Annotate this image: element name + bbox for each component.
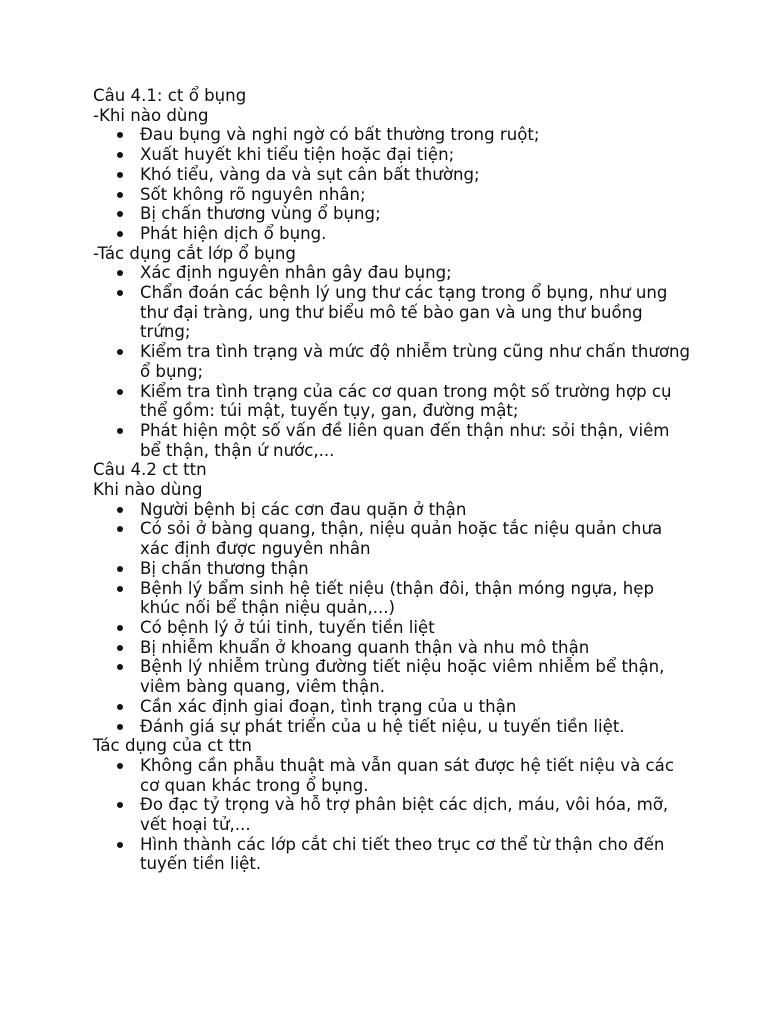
bullet-icon	[117, 507, 123, 513]
bullet-icon	[117, 645, 123, 651]
bullet-icon	[117, 389, 123, 395]
list-item: Hình thành các lớp cắt chi tiết theo trục cơ thể từ thận cho đến tuyến tiền liệt.	[140, 835, 693, 874]
bullet-icon	[117, 231, 123, 237]
bullet-icon	[117, 349, 123, 355]
list-item: Xuất huyết khi tiểu tiện hoặc đại tiện;	[140, 145, 693, 165]
list-item: Xác định nguyên nhân gây đau bụng;	[140, 263, 693, 283]
bullet-icon	[117, 270, 123, 276]
bullet-icon	[117, 132, 123, 138]
list-item: Đau bụng và nghi ngờ có bất thường trong ruột;	[140, 125, 693, 145]
bullet-icon	[117, 704, 123, 710]
list-item: Bị nhiễm khuẩn ở khoang quanh thận và nhu mô thận	[140, 638, 693, 658]
list-item: Đánh giá sự phát triển của u hệ tiết niệu, u tuyến tiền liệt.	[140, 717, 693, 737]
section-4-2	[93, 460, 693, 874]
list-item: Bệnh lý nhiễm trùng đường tiết niệu hoặc viêm nhiễm bể thận, viêm bàng quang, viêm thận.	[140, 657, 693, 696]
list-item: Bệnh lý bẩm sinh hệ tiết niệu (thận đôi, thận móng ngựa, hẹp khúc nối bể thận niệu quản,...)	[140, 579, 693, 618]
list-item: Có sỏi ở bàng quang, thận, niệu quản hoặc tắc niệu quản chưa xác định được nguyên nhân	[140, 519, 693, 558]
document-page	[93, 86, 693, 874]
bullet-list	[93, 500, 693, 736]
group-heading-when-to-use: Khi nào dùng	[93, 480, 203, 500]
bullet-icon	[117, 625, 123, 631]
bullet-icon	[117, 211, 123, 217]
bullet-icon	[117, 724, 123, 730]
list-item: Người bệnh bị các cơn đau quặn ở thận	[140, 500, 693, 520]
list-item: Đo đạc tỷ trọng và hỗ trợ phân biệt các dịch, máu, vôi hóa, mỡ, vết hoại tử,...	[140, 795, 693, 834]
bullet-icon	[117, 842, 123, 848]
list-item: Phát hiện dịch ổ bụng.	[140, 224, 693, 244]
list-item: Không cần phẫu thuật mà vẫn quan sát được hệ tiết niệu và các cơ quan khác trong ổ bụng.	[140, 756, 693, 795]
bullet-icon	[117, 586, 123, 592]
list-item: Phát hiện một số vấn đề liên quan đến thận như: sỏi thận, viêm bể thận, thận ứ nước,...	[140, 421, 693, 460]
bullet-icon	[117, 664, 123, 670]
bullet-icon	[117, 566, 123, 572]
list-item: Sốt không rõ nguyên nhân;	[140, 185, 693, 205]
list-item: Kiểm tra tình trạng của các cơ quan trong một số trường hợp cụ thể gồm: túi mật, tuyến tụy, gan, đường mật;	[140, 382, 693, 421]
group-heading-effects: -Tác dụng cắt lớp ổ bụng	[93, 243, 296, 263]
list-item: Cần xác định giai đoạn, tình trạng của u thận	[140, 697, 693, 717]
section-title: Câu 4.2 ct ttn	[93, 460, 207, 480]
list-item: Khó tiểu, vàng da và sụt cân bất thường;	[140, 165, 693, 185]
bullet-list	[93, 756, 693, 874]
bullet-icon	[117, 152, 123, 158]
bullet-icon	[117, 172, 123, 178]
bullet-icon	[117, 192, 123, 198]
bullet-icon	[117, 428, 123, 434]
bullet-list	[93, 125, 693, 243]
group-heading-when-to-use: -Khi nào dùng	[93, 105, 209, 125]
bullet-icon	[117, 802, 123, 808]
bullet-icon	[117, 290, 123, 296]
section-title: Câu 4.1: ct ổ bụng	[93, 86, 247, 105]
list-item: Bị chấn thương thận	[140, 559, 693, 579]
bullet-icon	[117, 763, 123, 769]
list-item: Chẩn đoán các bệnh lý ung thư các tạng trong ổ bụng, như ung thư đại tràng, ung thư biểu mô tế bào gan và ung thư buồng trứng;	[140, 283, 693, 342]
section-4-1	[93, 86, 693, 460]
list-item: Kiểm tra tình trạng và mức độ nhiễm trùng cũng như chấn thương ổ bụng;	[140, 342, 693, 381]
list-item: Bị chấn thương vùng ổ bụng;	[140, 204, 693, 224]
group-heading-effects: Tác dụng của ct ttn	[93, 736, 252, 756]
bullet-icon	[117, 526, 123, 532]
bullet-list	[93, 263, 693, 460]
list-item: Có bệnh lý ở túi tinh, tuyến tiền liệt	[140, 618, 693, 638]
